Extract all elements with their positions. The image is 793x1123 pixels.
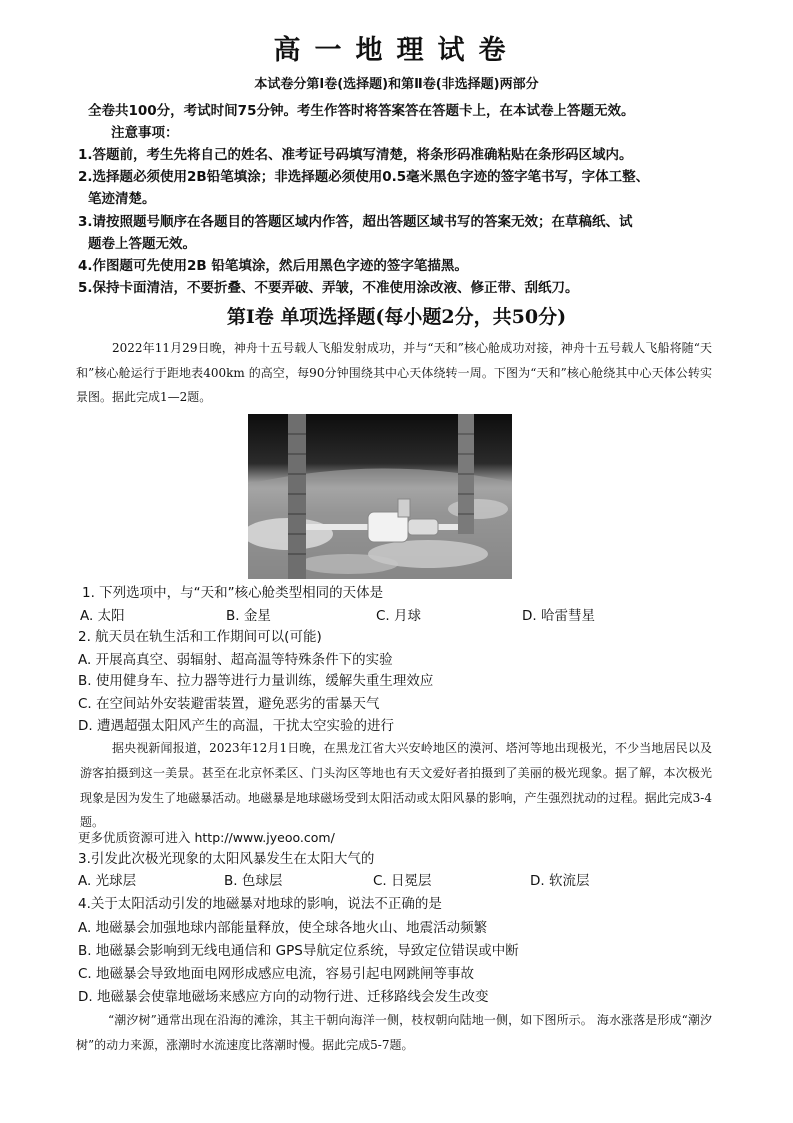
question-4-stem: 4.关于太阳活动引发的地磁暴对地球的影响，说法不正确的是 <box>78 896 442 912</box>
question-2-option-d: D. 遭遇超强太阳风产生的高温，干扰太空实验的进行 <box>78 718 394 734</box>
question-1-option-c: C. 月球 <box>376 608 422 624</box>
question-3-option-a: A. 光球层 <box>78 873 137 889</box>
question-2-option-b: B. 使用健身车、拉力器等进行力量训练，缓解失重生理效应 <box>78 673 434 689</box>
page-subtitle: 本试卷分第Ⅰ卷(选择题)和第Ⅱ卷(非选择题)两部分 <box>254 77 539 92</box>
page-title: 高一地理试卷 <box>273 35 520 66</box>
rule-3: 3.请按照题号顺序在各题目的答题区域内作答，超出答题区域书写的答案无效；在草稿纸、试 <box>78 214 633 230</box>
notice-heading: 注意事项： <box>111 125 179 141</box>
question-3-option-d: D. 软流层 <box>530 873 590 889</box>
passage-3: “潮汐树”通常出现在沿海的滩涂，其主干朝向海洋一侧，枝杈朝向陆地一侧，如下图所示。 海水涨落是形成“潮汐树”的动力来源，涨潮时水流速度比落潮时慢。据此完成5-7题。 <box>76 1013 712 1052</box>
question-3-stem: 3.引发此次极光现象的太阳风暴发生在太阳大气的 <box>78 851 375 867</box>
rule-5: 5.保持卡面清洁，不要折叠、不要弄破、弄皱，不准使用涂改液、修正带、刮纸刀。 <box>78 280 579 296</box>
passage-2: 据央视新闻报道，2023年12月1日晚，在黑龙江省大兴安岭地区的漠河、塔河等地出现极光，不少当地居民以及游客拍摄到这一美景。甚至在北京怀柔区、门头沟区等地也有天文爱好者拍摄到了美丽的极光现象。据了解，本次极光现象是因为发生了地磁暴活动。地磁暴是地球磁场受到太阳活动或太阳风暴的影响，产生强烈扰动的过程。据此完成3-4题。 <box>80 741 712 830</box>
question-3-option-c: C. 日冕层 <box>373 873 432 889</box>
question-4-option-d: D. 地磁暴会使靠地磁场来感应方向的动物行进、迁移路线会发生改变 <box>78 989 489 1005</box>
question-2-option-c: C. 在空间站外安装避雷装置，避免恶劣的雷暴天气 <box>78 696 380 712</box>
rule-1: 1.答题前，考生先将自己的姓名、准考证号码填写清楚，将条形码准确粘贴在条形码区域内。 <box>78 147 633 163</box>
question-1-option-a: A. 太阳 <box>80 608 125 624</box>
passage-1: 2022年11月29日晚，神舟十五号载人飞船发射成功，并与“天和”核心舱成功对接，神舟十五号载人飞船将随“天和”核心舱运行于距地表400km 的高空，每90分钟围绕其中心天体绕转一周。下图为“天和”核心舱绕其中心天体公转实景图。据此完成1—2题。 <box>76 341 712 404</box>
space-station-photo <box>248 414 512 579</box>
space-station-image <box>248 414 512 579</box>
section-title: 第Ⅰ卷 单项选择题(每小题2分，共50分) <box>226 306 567 328</box>
question-2-stem: 2. 航天员在轨生活和工作期间可以(可能) <box>78 629 322 645</box>
exam-intro: 全卷共100分，考试时间75分钟。考生作答时将答案答在答题卡上，在本试卷上答题无效。 <box>88 103 635 119</box>
rule-2: 2.选择题必须使用2B铅笔填涂；非选择题必须使用0.5毫米黑色字迹的签字笔书写，字体工整、 <box>78 169 650 185</box>
question-1-option-d: D. 哈雷彗星 <box>522 608 595 624</box>
resource-link[interactable]: 更多优质资源可进入 http://www.jyeoo.com/ <box>78 830 335 845</box>
question-3-option-b: B. 色球层 <box>224 873 283 889</box>
question-2-option-a: A. 开展高真空、弱辐射、超高温等特殊条件下的实验 <box>78 652 393 668</box>
rule-2-cont: 笔迹清楚。 <box>88 191 156 207</box>
rule-4: 4.作图题可先使用2B 铅笔填涂，然后用黑色字迹的签字笔描黑。 <box>78 258 468 274</box>
question-4-option-a: A. 地磁暴会加强地球内部能量释放，使全球各地火山、地震活动频繁 <box>78 920 488 936</box>
question-1-option-b: B. 金星 <box>226 608 271 624</box>
question-1-stem: 1. 下列选项中，与“天和”核心舱类型相同的天体是 <box>82 585 384 601</box>
rule-3-cont: 题卷上答题无效。 <box>88 236 196 252</box>
question-4-option-b: B. 地磁暴会影响到无线电通信和 GPS导航定位系统，导致定位错误或中断 <box>78 943 519 959</box>
question-4-option-c: C. 地磁暴会导致地面电网形成感应电流，容易引起电网跳闸等事故 <box>78 966 475 982</box>
